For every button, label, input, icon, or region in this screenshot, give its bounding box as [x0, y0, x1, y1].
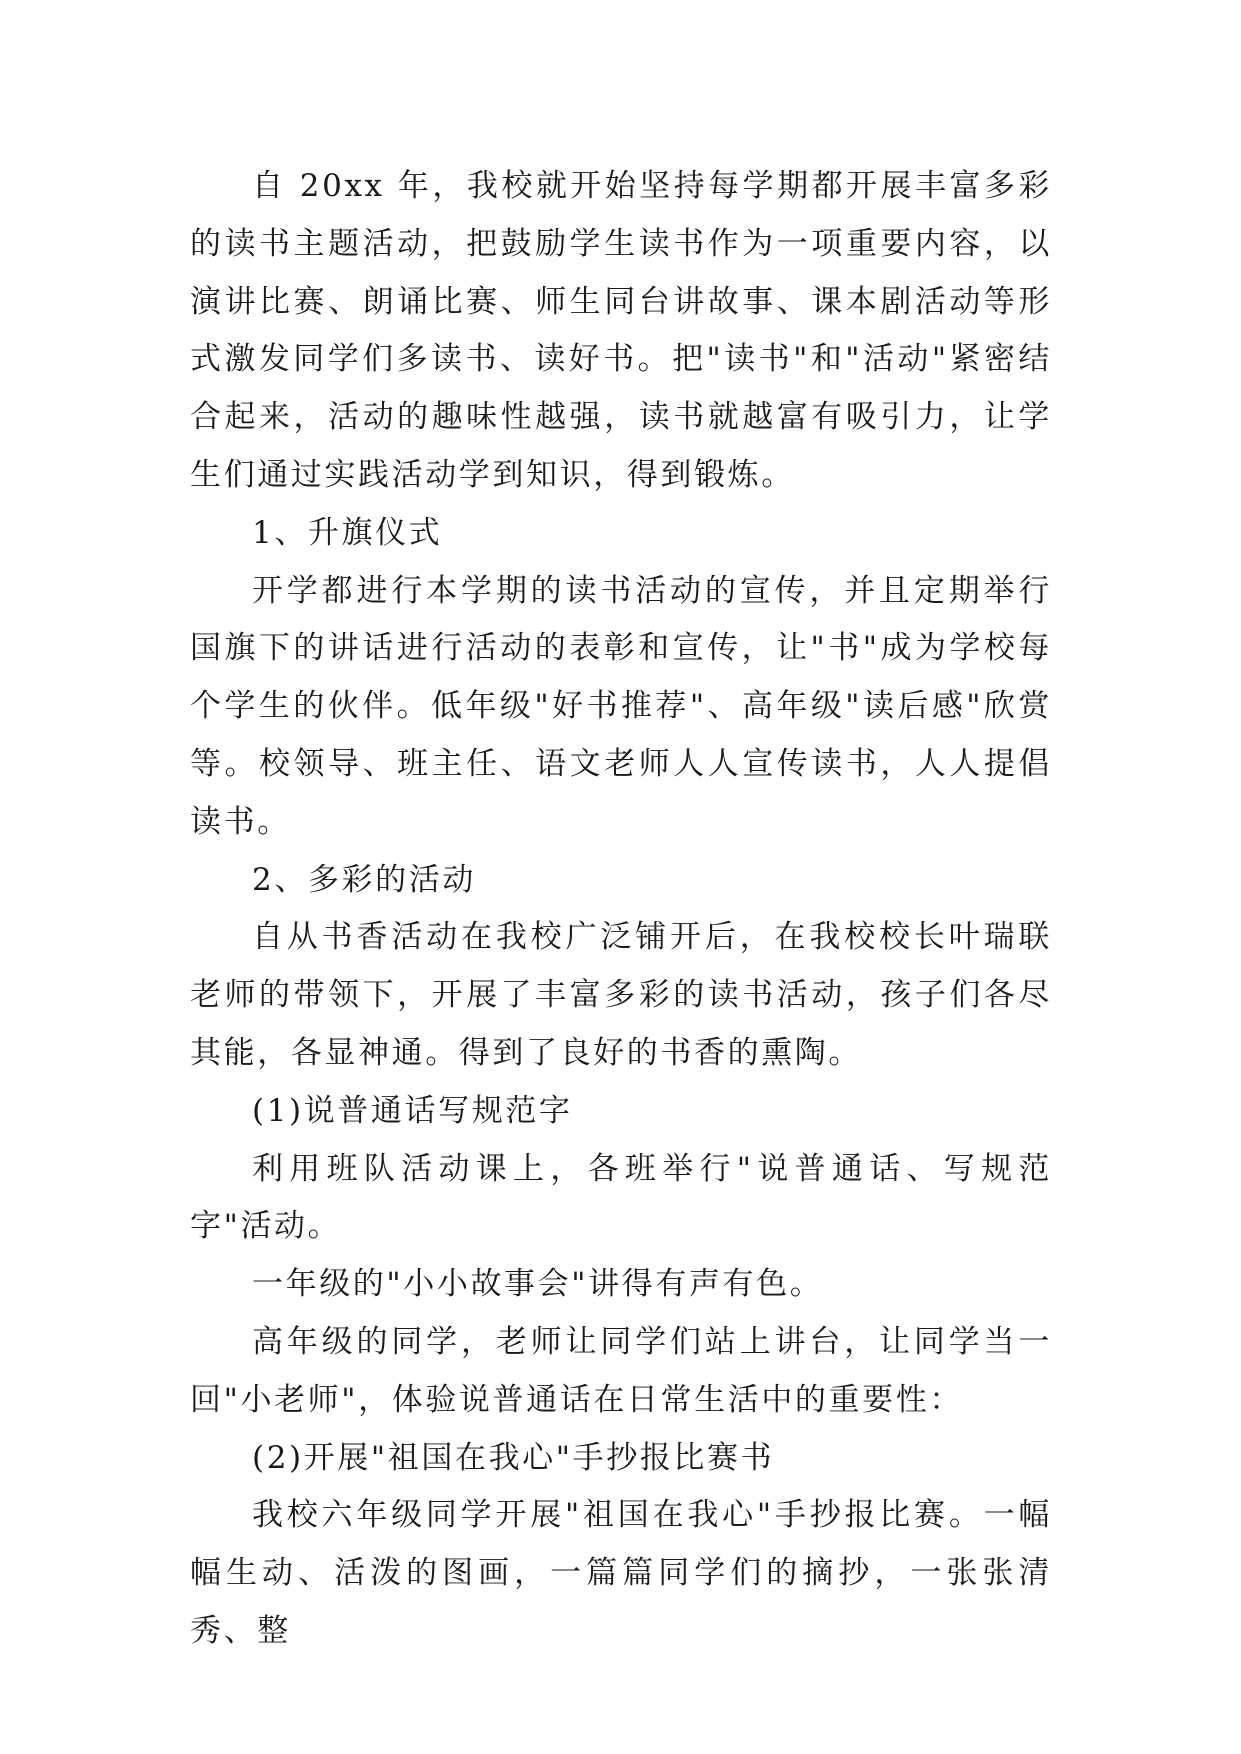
subheading-mandarin: (1)说普通话写规范字: [252, 1092, 573, 1129]
document-body: [190, 158, 1052, 1661]
paragraph-mandarin-class: 利用班队活动课上，各班举行"说普通话、写规范字"活动。: [190, 1150, 1052, 1245]
paragraph-colorful-activities: 自从书香活动在我校广泛铺开后，在我校校长叶瑞联老师的带领下，开展了丰富多彩的读书活动，孩子们各尽其能，各显神通。得到了良好的书香的熏陶。: [190, 919, 1052, 1071]
paragraph-handwritten-newspaper: 我校六年级同学开展"祖国在我心"手抄报比赛。一幅幅生动、活泼的图画，一篇篇同学们的摘抄，一张张清秀、整: [190, 1497, 1052, 1649]
paragraph-flag-ceremony: 开学都进行本学期的读书活动的宣传，并且定期举行国旗下的讲话进行活动的表彰和宣传，让"书"成为学校每个学生的伙伴。低年级"好书推荐"、高年级"读后感"欣赏等。校领导、班主任、语文老师人人宣传读书，人人提倡读书。: [190, 572, 1052, 840]
subheading-handwritten-newspaper: (2)开展"祖国在我心"手抄报比赛书: [252, 1439, 775, 1476]
paragraph-grade-one: 一年级的"小小故事会"讲得有声有色。: [252, 1266, 824, 1303]
heading-flag-ceremony: 1、升旗仪式: [252, 514, 443, 551]
heading-colorful-activities: 2、多彩的活动: [252, 861, 476, 898]
paragraph-intro: 自 20xx 年，我校就开始坚持每学期都开展丰富多彩的读书主题活动，把鼓励学生读书作为一项重要内容，以演讲比赛、朗诵比赛、师生同台讲故事、课本剧活动等形式激发同学们多读书、读好书。把"读书"和"活动"紧密结合起来，活动的趣味性越强，读书就越富有吸引力，让学生们通过实践活动学到知识，得到锻炼。: [190, 168, 1052, 493]
paragraph-senior-grades: 高年级的同学，老师让同学们站上讲台，让同学当一回"小老师"，体验说普通话在日常生活中的重要性：: [190, 1323, 1052, 1418]
